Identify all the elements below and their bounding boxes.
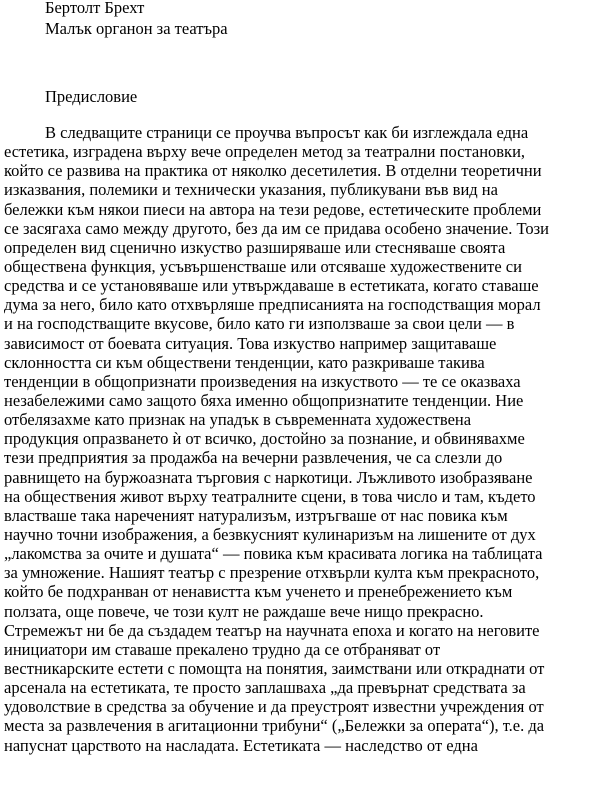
text-line: вестникарските естети с помощта на понятия, заимствани или откраднати от	[4, 658, 545, 678]
document-header	[45, 0, 228, 39]
text-line: и на господстващите вкусове, било като ги използваше за свои цели — в	[4, 314, 515, 334]
text-line: удоволствие в средства за обучение и да преустроят известни учреждения от	[4, 697, 544, 717]
author-name: Бертолт Брехт	[45, 0, 145, 17]
text-line: тези предприятия за продажба на вечерни развлечения, че са слезли до	[4, 448, 503, 468]
body-paragraph	[0, 123, 600, 755]
text-line: Стремежът ни бе да създадем театър на научната епоха и когато на неговите	[4, 620, 540, 640]
text-line: тенденции в общопризнати произведения на изкуството — те се оказваха	[4, 371, 521, 391]
text-line: незабележими само защото бяха именно общопризнатите тенденции. Ние	[4, 390, 524, 410]
text-line: изказвания, полемики и технически указания, публикувани във вид на	[4, 180, 498, 200]
text-line: отбелязахме като признак на упадък в съвременната художествена	[4, 410, 472, 430]
text-line: места за развлечения в агитационни трибуни“ („Бележки за операта“), т.е. да	[4, 716, 545, 736]
text-line: „лакомства за очите и душата“ — повика към красивата логика на таблицата	[4, 544, 543, 564]
text-line: склонността си към обществени тенденции, като разкриваше такива	[4, 352, 485, 372]
text-line: зависимост от боевата ситуация. Това изкуство например защитаваше	[4, 333, 497, 353]
text-line: научно точни изображения, а безвкусният кулинаризъм на лишените от дух	[4, 524, 536, 544]
text-line: равнището на буржоазната търговия с наркотици. Лъжливото изобразяване	[4, 467, 533, 487]
text-line: властваше така нареченият натурализъм, изтръгваше от нас повика към	[4, 505, 508, 525]
text-line: арсенала на естетиката, те просто заплашваха „да превърнат средствата за	[4, 678, 526, 698]
text-line: продукция опразването ѝ от всичко, достойно за познание, и обвинявахме	[4, 429, 525, 449]
document-title: Малък органон за театъра	[45, 19, 228, 38]
text-line: средства и се установяваше или утвърждаваше в естетиката, когато ставаше	[4, 276, 539, 296]
text-line: ползата, още повече, че този култ не раждаше вече нищо прекрасно.	[4, 601, 484, 621]
text-line: бележки към някои пиеси на автора на тези редове, естетическите проблеми	[4, 199, 542, 219]
text-line: В следващите страници се проучва въпросът как би изглеждала една	[45, 123, 529, 142]
text-line: естетика, изградена върху вече определен метод за театрални постановки,	[4, 142, 526, 162]
text-line: на обществения живот върху театралните сцени, в това число и там, където	[4, 486, 536, 506]
text-line: напуснат царството на насладата. Естетиката — наследство от една	[4, 735, 478, 755]
text-line: определен вид сценично изкуство разширяваше или стесняваше своята	[4, 237, 506, 257]
text-line: за умножение. Нашият театър с презрение отхвърли култа към прекрасното,	[4, 563, 540, 583]
text-line: дума за него, било като отхвърляше предписанията на господстващия морал	[4, 295, 541, 315]
text-line: който бе подхранван от ненавистта към ученето и пренебрежението към	[4, 582, 513, 602]
text-line: който се развива на практика от няколко десетилетия. В отделни теоретични	[4, 161, 542, 181]
text-line: обществена функция, усъвършенстваше или отсяваше художествените си	[4, 256, 522, 276]
text-line: се засягаха само между другото, без да им се придава особено значение. Този	[4, 218, 549, 238]
section-heading: Предисловие	[45, 87, 138, 106]
text-line: инициатори им ставаше прекалено трудно да се отбраняват от	[4, 639, 441, 659]
